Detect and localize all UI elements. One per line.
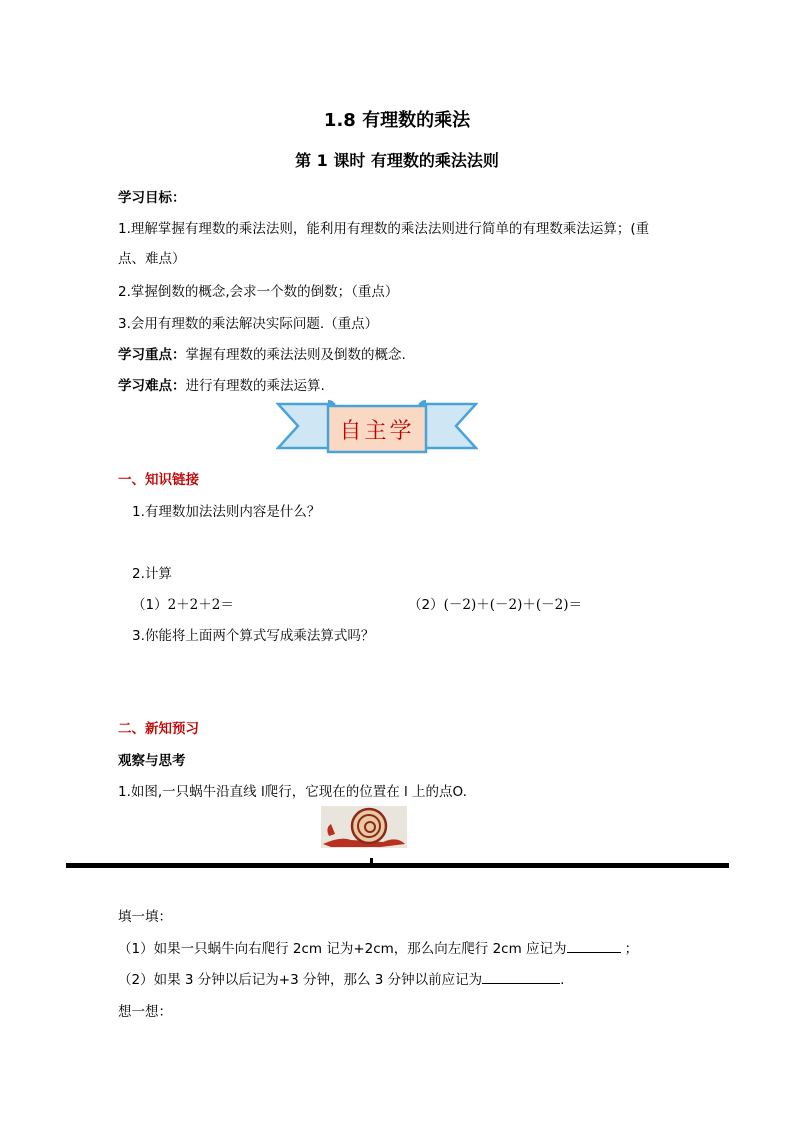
fill-2-blank[interactable] [482, 971, 560, 984]
key-point-text: 掌握有理数的乘法法则及倒数的概念. [185, 347, 406, 363]
fill-heading: 填一填： [118, 909, 172, 925]
line-l [66, 863, 729, 868]
fill-2-text: （2）如果 3 分钟以后记为+3 分钟，那么 3 分钟以前应记为 [118, 972, 483, 988]
banner-text: 自主学 [339, 419, 415, 444]
fill-1-blank[interactable] [567, 940, 621, 953]
calc-1-label: （1） [132, 597, 168, 613]
think-heading: 想一想： [118, 1004, 172, 1020]
self-study-banner [276, 398, 478, 456]
observe-heading: 观察与思考 [118, 753, 186, 769]
difficulty-point [118, 374, 325, 394]
snail-image [321, 806, 407, 848]
difficulty-text: 进行有理数的乘法运算. [185, 378, 325, 394]
section1-q3: 3.你能将上面两个算式写成乘法算式吗？ [132, 628, 375, 644]
objective-1-line2: 点、难点） [118, 251, 186, 267]
calc-2 [408, 593, 582, 613]
section2-heading: 二、新知预习 [118, 721, 199, 737]
calc-2-label: （2） [408, 597, 444, 613]
objective-2: 2.掌握倒数的概念,会求一个数的倒数；（重点） [118, 284, 399, 300]
objectives-heading: 学习目标： [118, 190, 186, 206]
section1-heading: 一、知识链接 [118, 472, 199, 488]
fill-1-text: （1）如果一只蜗牛向右爬行 2cm 记为+2cm，那么向左爬行 2cm 应记为 [118, 941, 567, 957]
difficulty-label: 学习难点： [118, 378, 186, 394]
page-title: 1.8 有理数的乘法 [323, 110, 471, 131]
fill-1 [118, 937, 638, 957]
key-point [118, 343, 406, 363]
calc-2-expr: (－2)＋(－2)＋(－2)＝ [443, 597, 582, 613]
section1-q2: 2.计算 [132, 566, 172, 582]
calc-1 [132, 593, 234, 613]
key-point-label: 学习重点： [118, 347, 186, 363]
section1-q1: 1.有理数加法法则内容是什么？ [132, 504, 321, 520]
objective-3: 3.会用有理数的乘法解决实际问题.（重点） [118, 316, 379, 332]
section2-q1: 1.如图,一只蜗牛沿直线 l爬行，它现在的位置在 l 上的点O. [118, 784, 467, 800]
page-subtitle: 第 1 课时 有理数的乘法法则 [295, 151, 499, 170]
calc-1-expr: 2＋2＋2＝ [167, 597, 234, 613]
fill-2-end: . [560, 972, 565, 988]
fill-2 [118, 968, 564, 988]
fill-1-end: ； [624, 941, 639, 957]
point-o-tick [370, 858, 373, 866]
objective-1-line1: 1.理解掌握有理数的乘法法则，能利用有理数的乘法法则进行简单的有理数乘法运算；(重 [118, 221, 650, 237]
